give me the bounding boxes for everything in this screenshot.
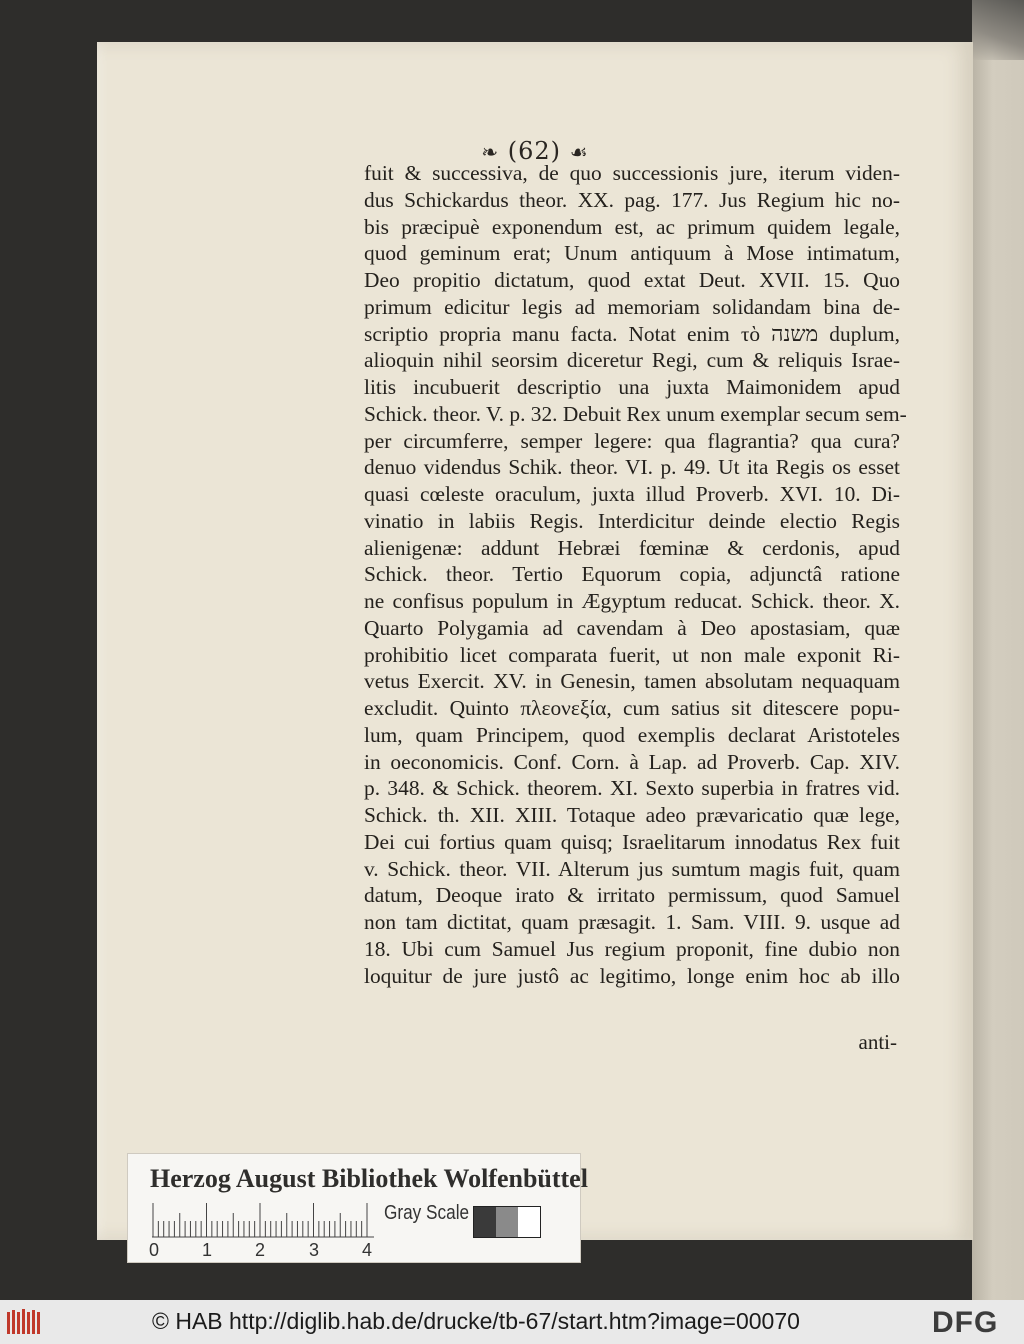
text-line: Schick. theor. V. p. 32. Debuit Rex unum exemplar secum sem-: [364, 401, 907, 426]
hab-logo-icon: [6, 1308, 44, 1336]
text-line: excludit. Quinto πλεονεξία, cum satius sit ditescere popu-: [364, 696, 900, 720]
text-line: fuit & successiva, de quo successionis jure, iterum viden-: [364, 161, 900, 185]
text-line: quasi cœleste oraculum, juxta illud Proverb. XVI. 10. Di-: [364, 482, 900, 506]
text-line: p. 348. & Schick. theorem. XI. Sexto superbia in fratres vid.: [364, 776, 900, 801]
ruler-icon: [152, 1202, 374, 1238]
text-line: loquitur de jure justô ac legitimo, longe enim hoc ab illo: [364, 963, 900, 988]
ruler-number: 3: [309, 1240, 320, 1260]
text-line: quod geminum erat; Unum antiquum à Mose intimatum,: [364, 241, 900, 266]
ornament-left-icon: ❧: [481, 140, 500, 164]
text-line: Dei cui fortius quam quisq; Israelitarum innodatus Rex fuit: [364, 829, 900, 854]
ruler-number: 0: [149, 1240, 160, 1260]
text-line: v. Schick. theor. VII. Alterum jus sumtum magis fuit, quam: [364, 856, 900, 881]
facing-page-fold: [972, 0, 1024, 60]
text-line: Deo propitio dictatum, quod extat Deut. XVII. 15. Quo: [364, 268, 900, 292]
gray-swatch: [518, 1207, 540, 1237]
text-line: Schick. theor. Tertio Equorum copia, adjunctâ ratione: [364, 562, 900, 587]
text-line: per circumferre, semper legere: qua flagrantia? qua cura?: [364, 428, 900, 453]
footer-bar: [0, 1300, 1024, 1344]
text-line: denuo videndus Schik. theor. VI. p. 49. Ut ita Regis os esset: [364, 455, 900, 480]
copyright-link[interactable]: © HAB http://diglib.hab.de/drucke/tb-67/start.htm?image=00070: [152, 1308, 800, 1334]
text-line: scriptio propria manu facta. Notat enim τὸ משנה duplum,: [364, 321, 900, 346]
page-text: [364, 160, 907, 989]
text-line: alioquin nihil seorsim diceretur Regi, cum & reliquis Israe-: [364, 348, 900, 373]
text-line: litis incubuerit descriptio una juxta Maimonidem apud: [364, 375, 900, 399]
book-page: [97, 42, 973, 1240]
text-line: ne confisus populum in Ægyptum reducat. Schick. theor. X.: [364, 589, 900, 613]
gray-scale-swatches: [473, 1206, 541, 1238]
text-line: lum, quam Principem, quod exemplis declarat Aristoteles: [364, 722, 900, 747]
catchword: anti-: [858, 1030, 897, 1054]
text-line: non tam dictitat, quam præsagit. 1. Sam. VIII. 9. usque ad: [364, 910, 900, 934]
text-line: dus Schickardus theor. XX. pag. 177. Jus Regium hic no-: [364, 187, 900, 212]
ruler-number: 1: [202, 1240, 213, 1260]
ornament-right-icon: ☙: [569, 140, 589, 164]
dfg-logo: DFG: [932, 1306, 999, 1339]
library-color-card: [127, 1153, 588, 1263]
facing-page-edge: [972, 0, 1024, 1300]
library-name: Herzog August Bibliothek Wolfenbüttel: [150, 1164, 588, 1193]
text-line: vetus Exercit. XV. in Genesin, tamen absolutam nequaquam: [364, 669, 900, 694]
text-line: prohibitio licet comparata fuerit, ut non male exponit Ri-: [364, 642, 900, 667]
gray-swatch: [496, 1207, 518, 1237]
text-line: 18. Ubi cum Samuel Jus regium proponit, fine dubio non: [364, 936, 900, 961]
text-line: Quarto Polygamia ad cavendam à Deo apostasiam, quæ: [364, 615, 900, 640]
text-line: bis præcipuè exponendum est, ac primum quidem legale,: [364, 214, 900, 239]
text-line: vinatio in labiis Regis. Interdicitur deinde electio Regis: [364, 508, 900, 533]
ruler-number: 4: [362, 1240, 373, 1260]
text-line: datum, Deoque irato & irritato permissum, quod Samuel: [364, 883, 900, 908]
text-line: alienigenæ: addunt Hebræi fœminæ & cerdonis, apud: [364, 535, 900, 560]
text-line: in oeconomicis. Conf. Corn. à Lap. ad Proverb. Cap. XIV.: [364, 749, 900, 774]
ruler-number: 2: [255, 1240, 266, 1260]
text-line: primum edicitur legis ad memoriam solidandam bina de-: [364, 294, 900, 319]
page-number: (62): [507, 137, 562, 165]
text-line: Schick. th. XII. XIII. Totaque adeo prævaricatio quæ lege,: [364, 803, 900, 827]
gray-swatch: [474, 1207, 496, 1237]
gray-scale-label: Gray Scale: [384, 1202, 470, 1224]
